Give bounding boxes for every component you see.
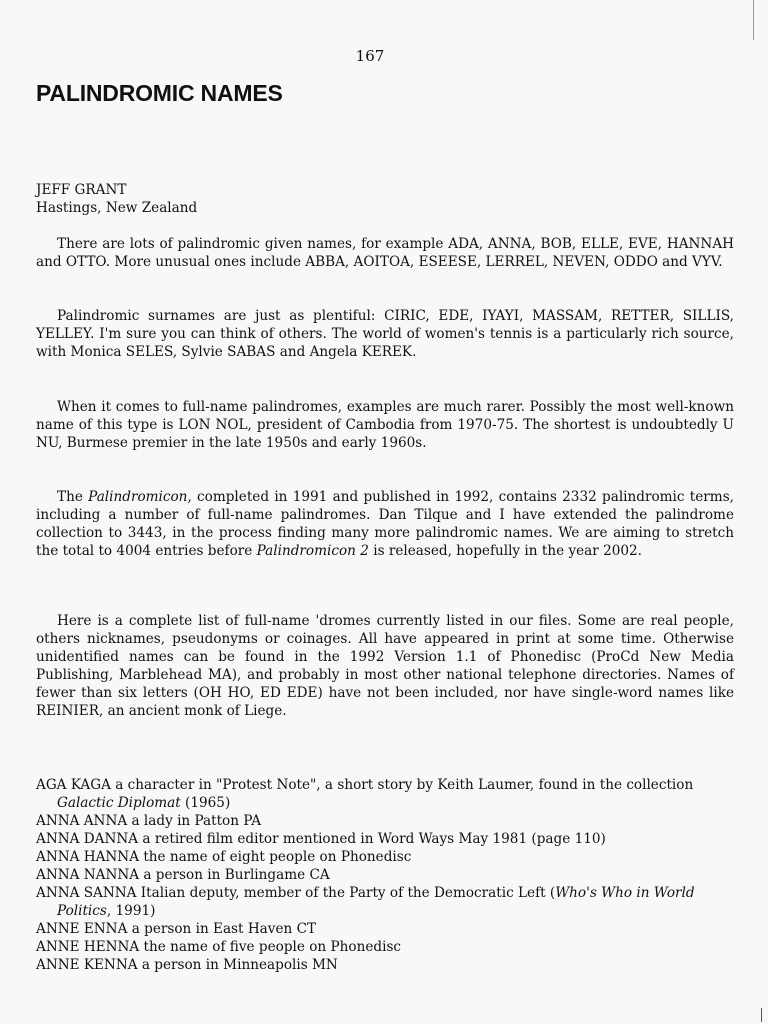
article-title: PALINDROMIC NAMES (36, 80, 283, 106)
entry-6-part-a: ANNA SANNA Italian deputy, member of the Party of the Democratic Left ( (36, 885, 556, 901)
paragraph-5-text: Here is a complete list of full-name 'dromes currently listed in our files. Some are real people, others nicknames, pseudonyms or coinages. All have appeared in print at some time. Otherwise unidentified names can be found in the 1992 Version 1.1 of Phonedisc (ProCd New Media Publishing, Marblehead MA), and probably in most other national telephone directories. Names of fewer than six letters (OH HO, ED EDE) have not been included, nor have single-word names like REINIER, an ancient monk of Liege. (36, 613, 734, 719)
entry-1-title: Galactic Diplomat (57, 795, 181, 811)
list-entry: ANNA ANNA a lady in Patton PA (36, 813, 262, 829)
p4-part-a: The (57, 489, 83, 505)
page-edge-rule (753, 0, 754, 40)
page-edge-mark (761, 1008, 762, 1022)
list-entry: ANNE HENNA the name of five people on Phonedisc (36, 939, 402, 955)
paragraph-5 (36, 612, 734, 720)
paragraph-3-text: When it comes to full-name palindromes, examples are much rarer. Possibly the most well-known name of this type is LON NOL, president of Cambodia from 1970-75. The shortest is undoubtedly U NU, Burmese premier in the late 1950s and early 1960s. (36, 399, 734, 451)
paragraph-2-text: Palindromic surnames are just as plentiful: CIRIC, EDE, IYAYI, MASSAM, RETTER, SILLIS, YELLEY. I'm sure you can think of others. The world of women's tennis is a particularly rich source, with Monica SELES, Sylvie SABAS and Angela KEREK. (36, 308, 734, 360)
p4-book-title: Palindromicon (88, 489, 188, 505)
entry-1-part-a: AGA KAGA a character in "Protest Note", a short story by Keith Laumer, found in the collection (36, 777, 694, 793)
paragraph-2 (36, 307, 734, 361)
name-list (36, 776, 734, 974)
entry-6-title: Who's Who in World Politics (57, 885, 695, 919)
list-entry: ANNA HANNA the name of eight people on Phonedisc (36, 849, 412, 865)
paragraph-4-text (36, 488, 734, 560)
paragraph-1-text: There are lots of palindromic given names, for example ADA, ANNA, BOB, ELLE, EVE, HANNAH and OTTO. More unusual ones include ABBA, AOITOA, ESEESE, LERREL, NEVEN, ODDO and VYV. (36, 236, 734, 270)
entry-6-part-c: , 1991) (106, 903, 156, 919)
list-entry: ANNE KENNA a person in Minneapolis MN (36, 957, 338, 973)
paragraph-1 (36, 235, 734, 271)
author-name: JEFF GRANT (36, 182, 127, 198)
p4-book-title-2: Palindromicon 2 (256, 543, 369, 559)
list-entry: ANNA DANNA a retired film editor mentioned in Word Ways May 1981 (page 110) (36, 831, 606, 847)
list-entry (36, 884, 734, 920)
paragraph-4 (36, 488, 734, 560)
list-entry: ANNE ENNA a person in East Haven CT (36, 921, 317, 937)
p4-part-c: , completed in 1991 and published in 1992, contains 2332 palindromic terms, including a number of full-name palindromes. Dan Tilque and I have extended the palindrome collection to 3443, in the process finding many more palindromic names. We are aiming to stretch the total to 4004 entries before (36, 489, 734, 559)
p4-part-e: is released, hopefully in the year 2002. (373, 543, 643, 559)
author-location: Hastings, New Zealand (36, 200, 198, 216)
paragraph-3 (36, 398, 734, 452)
list-entry (36, 776, 734, 812)
page-number: 167 (355, 47, 385, 65)
entry-1-part-c: (1965) (185, 795, 231, 811)
author-block (36, 181, 734, 217)
list-entry: ANNA NANNA a person in Burlingame CA (36, 867, 330, 883)
